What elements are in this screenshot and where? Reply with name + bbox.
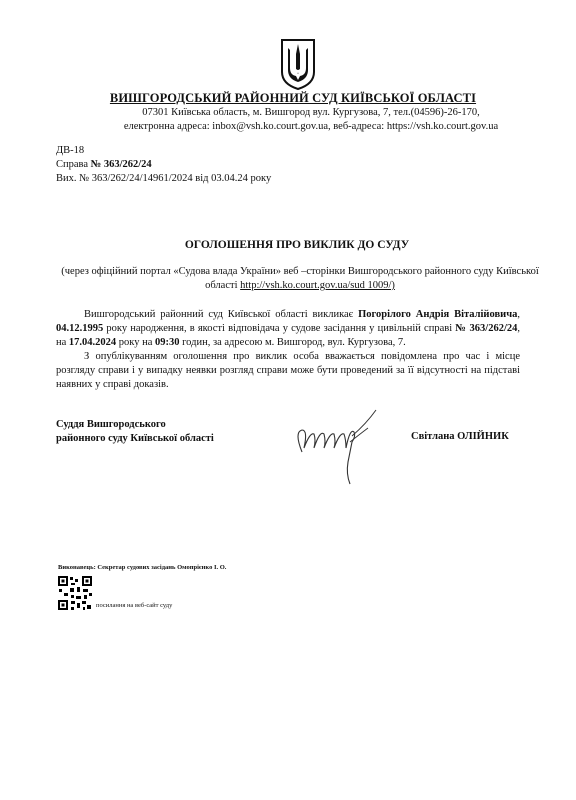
notice-body xyxy=(56,308,520,392)
hearing-date: 17.04.2024 xyxy=(68,337,117,348)
address-line: 07301 Київська область, м. Вишгород вул. Кургузова, 7, тел.(04596)-26-170, xyxy=(142,107,480,118)
document-code: ДВ-18 xyxy=(56,145,85,156)
executor-note: Виконавець: Секретар судових засідань Омопрієнко І. О. xyxy=(58,564,227,571)
contacts-line: електронна адреса: inbox@vsh.ko.court.gov.ua, веб-адреса: https://vsh.ko.court.gov.ua xyxy=(123,121,499,132)
notice-title: ОГОЛОШЕННЯ ПРО ВИКЛИК ДО СУДУ xyxy=(184,239,410,251)
qr-caption: посилання на веб-сайт суду xyxy=(96,602,173,609)
birth-date: 04.12.1995 xyxy=(56,323,104,334)
portal-link[interactable]: http://vsh.ko.court.gov.ua/sud 1009/) xyxy=(240,280,395,291)
coat-of-arms-icon xyxy=(279,38,317,90)
case-number: № 363/262/24 xyxy=(90,159,152,170)
summons-paragraph: Вишгородський районний суд Київської області викликає Погорілого Андрія Віталійовича, 04.12.1995 року народження, в якості відповідача у судове засідання у цивільній справі № 363/262/24, на 17.04.2024 року на 09:30 годин, за адресою м. Вишгород, вул. Кургузова, 7. xyxy=(56,309,520,348)
consequence-paragraph: З опублікуванням оголошення про виклик особа вважається повідомлена про час і місце розгляду справи і у випадку неявки розгляд справи може бути проведений за її відсутності на підставі наявних у справі доказів. xyxy=(56,351,520,390)
defendant-name: Погорілого Андрія Віталійовича xyxy=(358,309,518,320)
hearing-time: 09:30 xyxy=(155,337,180,348)
qr-code-icon[interactable] xyxy=(57,575,93,611)
document-meta xyxy=(56,144,271,186)
judge-name: Світлана ОЛІЙНИК xyxy=(411,431,509,442)
court-address xyxy=(0,106,576,134)
case-line: Справа № 363/262/24 xyxy=(56,159,152,170)
handwritten-signature xyxy=(288,402,398,492)
outgoing-number: Вих. № 363/262/24/14961/2024 від 03.04.24 року xyxy=(56,173,272,184)
portal-note: (через офіційний портал «Судова влада України» веб –сторінки Вишгородського районного суду Київської області http://vsh.ko.court.gov.ua/sud 1009/) xyxy=(61,266,539,291)
court-name: ВИШГОРОДСЬКИЙ РАЙОННИЙ СУД КИЇВСЬКОЇ ОБЛАСТІ xyxy=(109,91,477,105)
judge-position: Суддя Вишгородського районного суду Київської області xyxy=(56,419,214,444)
case-number-inline: № 363/262/24 xyxy=(455,323,518,334)
